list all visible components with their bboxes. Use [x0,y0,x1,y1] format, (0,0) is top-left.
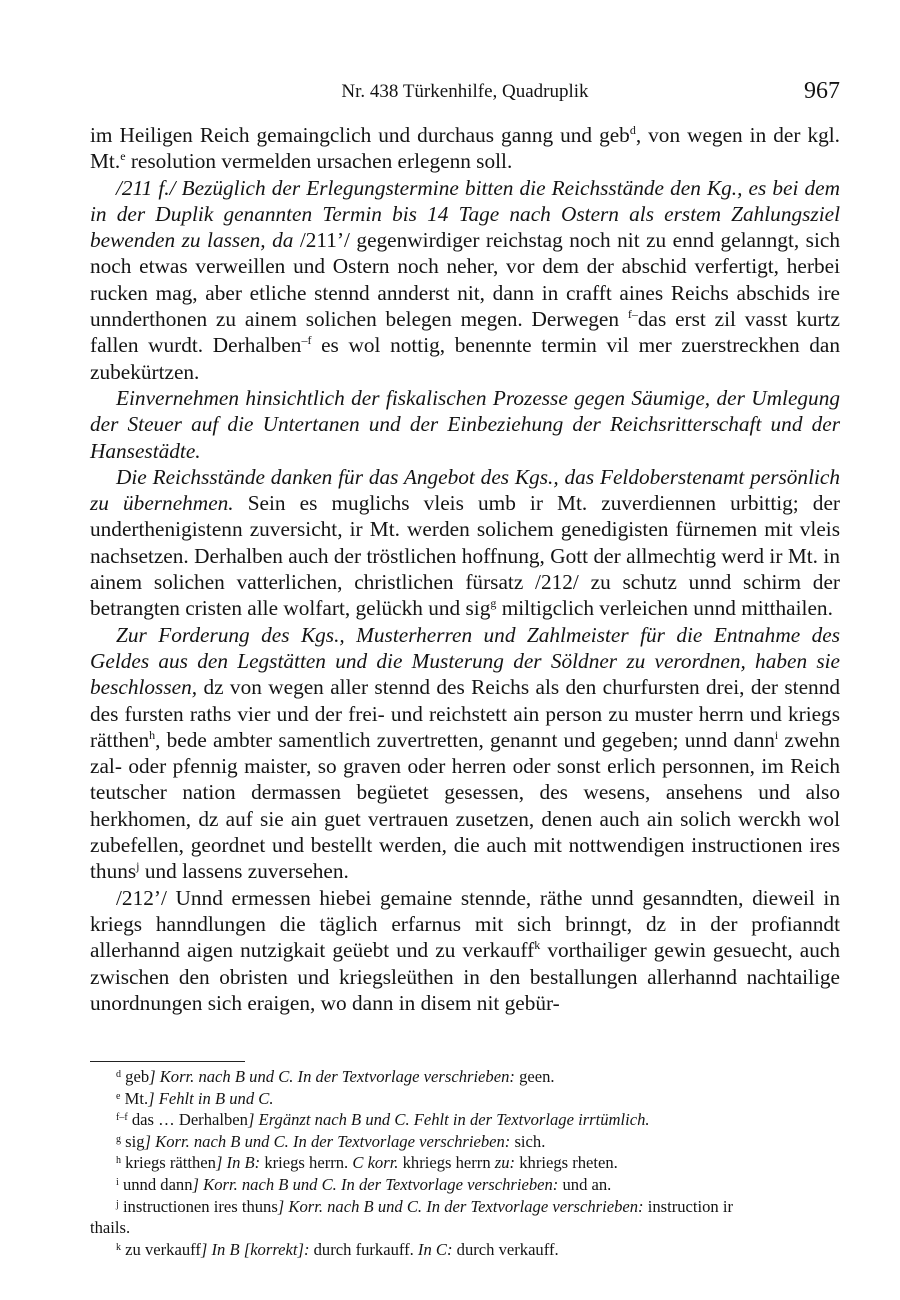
text-run: , bede ambter samentlich zuvertretten, genannt und gegeben; unnd dann [155,727,775,752]
footnote-ref-k: k [534,938,541,953]
footnote-mark: j [116,1198,119,1210]
footnote-text: kriegs herrn. [260,1153,349,1173]
footnote-lemma: kriegs rätthen [125,1153,216,1173]
text-run: dz von wegen aller stennd des Reichs als den churfursten drei, der stennd des fursten raths vier und der frei- und reichstett ain person zu muster herrn und kriegs rätthen [90,675,840,752]
text-run: , von wegen in der kgl. Mt. [90,123,840,174]
footnote-lemma: zu verkauff [125,1239,201,1259]
text-run: miltigclich verleichen unnd mitthailen. [496,596,833,621]
footnote-lemma: unnd dann [122,1174,193,1194]
body-text [90,122,840,1016]
footnote-ref-f-end: –f [301,333,312,348]
footnote-text: geen. [514,1067,555,1086]
footnote-lemma: geb [125,1067,150,1086]
footnotes [90,1066,840,1260]
footnote-mark: h [116,1155,121,1167]
footnote-text: und an. [558,1174,612,1194]
page-number: 967 [804,78,840,104]
footnote-d [90,1066,840,1088]
footnote-text: khriegs herrn [398,1153,491,1173]
footnote-ref-f-start: f– [627,307,638,322]
footnote-text: instruction ir [643,1196,734,1216]
footnote-note: ] Fehlt in B und C. [148,1088,274,1108]
footnote-note: ] Ergänzt nach B und C. Fehlt in der Textvorlage irrtümlich. [247,1110,650,1130]
running-head [90,78,840,108]
footnote-note: ] Korr. nach B und C. In der Textvorlage verschrieben: [149,1067,515,1086]
footnote-note: In C: [413,1239,453,1259]
editorial-summary: Einvernehmen hinsichtlich der fiskalischen Prozesse gegen Säumige, der Umlegung der Steuer auf die Untertanen und der Einbeziehung der Reichsritterschaft und der Hansestädte. [90,385,840,463]
text-run: zwehn zal- oder pfennig maister, so graven oder herren oder sonst erlich personnen, im Reich teutscher nation dermassen begüetet gesessen, des wesens, ansehens und also herkhomen, dz auf sie ain guet vertrauen zusetzen, denen auch ain solich werckh wol zubefellen, geordnet und bestellt werden, die auch mit nottwendigen instructionen ires thuns [90,727,840,884]
footnote-note: zu: [490,1153,516,1173]
paragraph-5 [90,622,840,885]
footnote-ref-h: h [149,727,156,742]
editorial-summary: /211 f./ Bezüglich der Erlegungstermine bitten die Reichsstände den Kg., es bei dem in der Duplik genannten Termin bis 14 Tage nach Ostern als erstem Zahlungsziel bewenden zu lassen, da [90,175,840,253]
footnote-note: C korr. [348,1153,399,1173]
text-run: /212’/ Unnd ermessen hiebei gemaine stennde, räthe unnd gesanndten, dieweil in kriegs hanndlungen die täglich erfarnus mit sich brinngt, dz in der profianndt allerhannd aigen nutzigkait geüebt und zu verkauff [90,885,840,963]
footnote-h [90,1152,840,1174]
footnote-lemma: sig [125,1131,145,1151]
footnote-ref-d: d [629,123,636,137]
footnote-j-continuation: thails. [90,1218,131,1238]
footnote-ref-i: i [774,727,779,742]
paragraph-2 [90,175,840,385]
footnote-j [90,1196,840,1218]
footnote-mark: i [116,1176,119,1188]
footnote-k [90,1239,840,1261]
footnote-i [90,1174,840,1196]
footnote-rule [90,1061,245,1062]
footnote-mark: g [116,1133,121,1145]
footnote-lemma: Mt. [124,1088,149,1108]
footnote-e [90,1088,840,1110]
footnote-mark: k [116,1241,121,1253]
footnote-text: durch furkauff. [309,1239,414,1259]
paragraph-6 [90,885,840,1016]
footnote-lemma: das … Derhalben [131,1110,248,1130]
footnote-lemma: instructionen ires thuns [122,1196,278,1216]
text-run: im Heiligen Reich gemaingclich und durchaus ganng und geb [90,123,630,147]
footnote-text: sich. [510,1131,546,1151]
paragraph-1 [90,122,840,175]
text-run: und lassens zuversehen. [139,859,349,884]
footnote-note: ] In B: [215,1153,261,1173]
footnote-mark: d [116,1069,121,1080]
text-run: resolution vermelden ursachen erlegenn soll. [125,149,513,174]
footnote-ref-e: e [120,149,126,164]
footnote-ref-g: g [490,596,497,611]
footnote-text: khriegs rheten. [515,1153,618,1173]
footnote-note: ] In B [korrekt]: [200,1239,310,1259]
footnote-ref-j: j [136,859,140,874]
footnote-mark: e [116,1090,121,1102]
paragraph-3 [90,385,840,464]
footnote-g [90,1131,840,1153]
running-title: Nr. 438 Türkenhilfe, Quadruplik [341,81,589,102]
text-run: das erst zil vasst kurtz fallen wurdt. Derhalben [90,307,840,358]
paragraph-4 [90,464,840,622]
text-run: Sein es muglichs vleis umb ir Mt. zuverdiennen urbittig; der underthenigistenn zuversicht, ir Mt. werden solichem genedigisten fürnemen mit vleis nachsetzen. Derhalben auch der tröstlichen hoffnung, Gott der allmechtig werd ir Mt. in ainem solichen vatterlichen, christlichen fürsatz /212/ zu schutz unnd schirm der betrangten cristen alle wolfart, gelückh und sig [90,491,840,621]
text-run: /211’/ gegenwirdiger reichstag noch nit zu ennd gelanngt, sich noch etwas verweillen und Ostern noch neher, vor dem der abschid verfertigt, herbei rucken mag, aber etliche stennd annderst nit, dann in crafft aines Reichs abschids ire unnderthonen zu ainem solichen belegen megen. Derwegen [90,228,840,332]
footnote-note: ] Korr. nach B und C. In der Textvorlage verschrieben: [277,1196,644,1216]
text-run: vorthailiger gewin gesuecht, auch zwischen den obristen und kriegsleüthen in den bestallungen allerhannd nachtailige unordnungen sich eraigen, wo dann in disem nit gebür- [90,938,841,1015]
editorial-summary: Zur Forderung des Kgs., Musterherren und Zahlmeister für die Entnahme des Geldes aus den Legstätten und die Musterung der Söldner zu verordnen, haben sie beschlossen, [90,622,840,700]
footnote-note: ] Korr. nach B und C. In der Textvorlage verschrieben: [192,1174,559,1194]
footnote-note: ] Korr. nach B und C. In der Textvorlage verschrieben: [144,1131,511,1151]
editorial-summary: Die Reichsstände danken für das Angebot des Kgs., das Feldoberstenamt persönlich zu übernehmen. [90,464,840,516]
footnote-mark: f–f [116,1112,128,1124]
footnote-f [90,1109,840,1131]
text-run: es wol nottig, benennte termin vil mer zuerstreckhen dan zubekürtzen. [90,333,840,384]
footnote-text: durch verkauff. [452,1239,559,1259]
